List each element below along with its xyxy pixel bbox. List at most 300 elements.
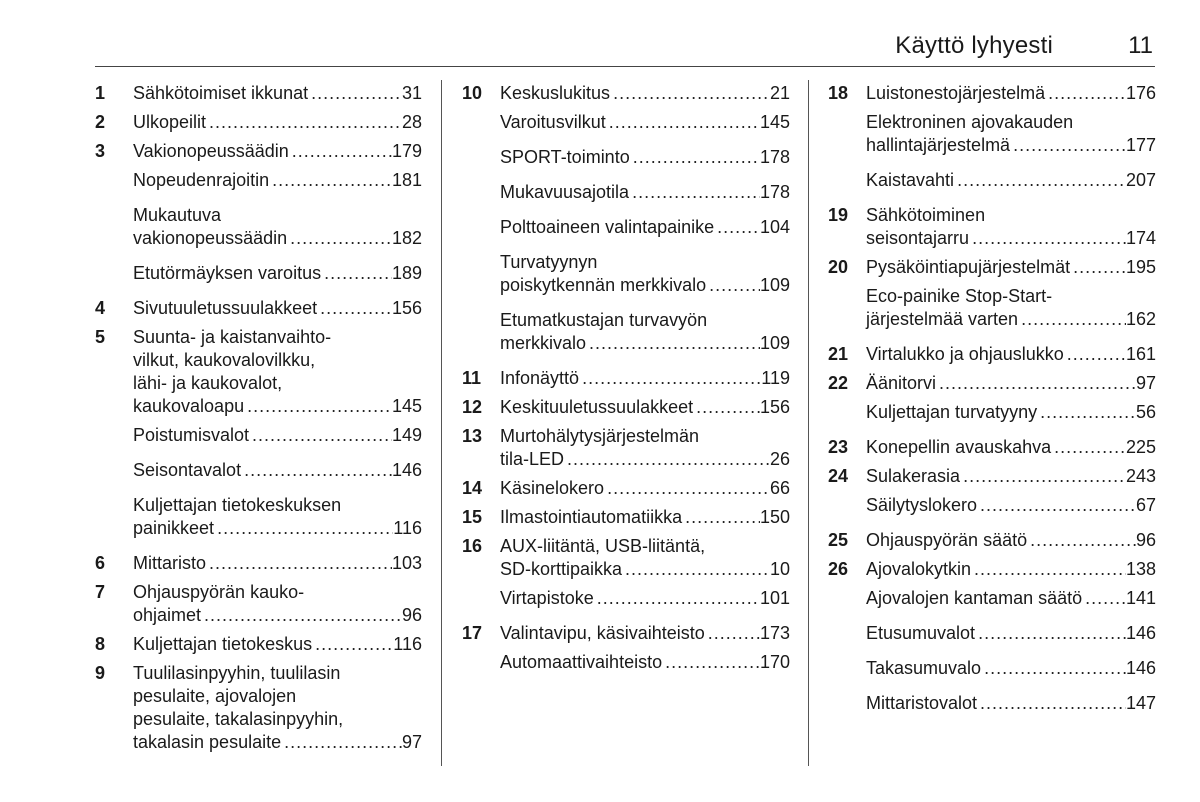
entry-page-ref: 146 (1125, 658, 1156, 678)
dot-leader (1045, 82, 1126, 105)
entry-body (500, 587, 790, 610)
entry-page-ref: 156 (391, 298, 422, 318)
index-entry (462, 535, 790, 581)
entry-last-line (866, 465, 1156, 488)
entry-number: 1 (95, 83, 106, 103)
entry-text-line: Mukautuva (133, 205, 222, 225)
entry-page-ref: 141 (1125, 588, 1156, 608)
entry-last-line (133, 111, 422, 134)
entry-label: vakionopeussäädin (133, 228, 288, 248)
entry-number: 7 (95, 582, 106, 602)
index-entry (462, 587, 790, 610)
dot-leader (960, 465, 1126, 488)
dot-leader (579, 367, 761, 390)
dot-leader (1010, 134, 1126, 157)
entry-label: järjestelmää varten (866, 309, 1019, 329)
entry-label: Ohjauspyörän säätö (866, 530, 1028, 550)
dot-leader (706, 274, 760, 297)
entry-body (866, 204, 1156, 250)
entry-body (500, 146, 790, 169)
dot-leader (954, 169, 1126, 192)
entry-body (133, 581, 422, 627)
entry-body (500, 396, 790, 419)
entry-last-line (500, 181, 790, 204)
entry-label: Virtalukko ja ohjauslukko (866, 344, 1064, 364)
entry-label: Ajovalokytkin (866, 559, 972, 579)
index-entry (828, 111, 1156, 157)
index-entry (828, 494, 1156, 517)
page-title: Käyttö lyhyesti (895, 32, 1053, 59)
entry-label: ohjaimet (133, 605, 202, 625)
index-entry (828, 401, 1156, 424)
entry-number: 21 (828, 344, 849, 364)
entry-page-ref: 149 (391, 425, 422, 445)
entry-label: Sulakerasia (866, 466, 961, 486)
index-entry (462, 396, 790, 419)
entry-number: 2 (95, 112, 106, 132)
entry-body (500, 181, 790, 204)
dot-leader (564, 448, 770, 471)
index-entry (95, 82, 422, 105)
entry-body (500, 535, 790, 581)
entry-last-line (133, 82, 422, 105)
entry-page-ref: 173 (759, 623, 790, 643)
entry-page-ref: 56 (1135, 402, 1156, 422)
entry-last-line (866, 134, 1156, 157)
entry-body (866, 529, 1156, 552)
entry-body (133, 262, 422, 285)
index-entry (462, 82, 790, 105)
entry-last-line (866, 494, 1156, 517)
entry-body (866, 372, 1156, 395)
entry-last-line (866, 692, 1156, 715)
entry-label: SPORT-toiminto (500, 147, 630, 167)
entry-body (500, 477, 790, 500)
dot-leader (714, 216, 760, 239)
entry-body (500, 309, 790, 355)
dot-leader (629, 181, 760, 204)
dot-leader (287, 227, 392, 250)
entry-body (866, 494, 1156, 517)
entry-page-ref: 161 (1125, 344, 1156, 364)
entry-text-line: Suunta- ja kaistanvaihto- (133, 327, 332, 347)
entry-label: Kuljettajan tietokeskus (133, 634, 313, 654)
dot-leader (321, 262, 392, 285)
dot-leader (214, 517, 393, 540)
entry-page-ref: 21 (769, 83, 790, 103)
entry-body (500, 425, 790, 471)
entry-number: 13 (462, 426, 483, 446)
entry-page-ref: 116 (393, 634, 422, 654)
entry-body (500, 251, 790, 297)
entry-label: Vakionopeussäädin (133, 141, 289, 161)
index-entry (462, 622, 790, 645)
entry-last-line (133, 552, 422, 575)
index-entry (95, 169, 422, 192)
dot-leader (977, 494, 1136, 517)
entry-body (866, 692, 1156, 715)
entry-body (133, 326, 422, 418)
entry-label: Äänitorvi (866, 373, 937, 393)
entry-last-line (133, 262, 422, 285)
page-number: 11 (1128, 32, 1153, 59)
dot-leader (1027, 529, 1136, 552)
dot-leader (249, 424, 392, 447)
entry-body (866, 256, 1156, 279)
index-entry (462, 651, 790, 674)
index-entry (828, 558, 1156, 581)
entry-label: painikkeet (133, 518, 215, 538)
entry-page-ref: 101 (759, 588, 790, 608)
dot-leader (1070, 256, 1126, 279)
entry-label: Säilytyslokero (866, 495, 978, 515)
entry-label: hallintajärjestelmä (866, 135, 1011, 155)
entry-label: Mittaristo (133, 553, 207, 573)
index-entry (462, 216, 790, 239)
entry-last-line (133, 297, 422, 320)
entry-page-ref: 104 (759, 217, 790, 237)
entry-body (500, 111, 790, 134)
index-entry (828, 82, 1156, 105)
entry-label: Valintavipu, käsivaihteisto (500, 623, 705, 643)
entry-last-line (866, 401, 1156, 424)
index-entry (828, 204, 1156, 250)
entry-body (866, 82, 1156, 105)
entry-body (866, 111, 1156, 157)
entry-last-line (133, 604, 422, 627)
index-entry (462, 506, 790, 529)
entry-page-ref: 178 (759, 182, 790, 202)
index-entry (828, 285, 1156, 331)
entry-label: kaukovaloapu (133, 396, 245, 416)
entry-page-ref: 225 (1125, 437, 1156, 457)
index-entry (95, 459, 422, 482)
entry-text-line: Etumatkustajan turvavyön (500, 310, 708, 330)
entry-page-ref: 10 (769, 559, 790, 579)
index-entry (828, 657, 1156, 680)
entry-page-ref: 67 (1135, 495, 1156, 515)
entry-text-line: Turvatyynyn (500, 252, 598, 272)
entry-page-ref: 181 (391, 170, 422, 190)
entry-label: merkkivalo (500, 333, 587, 353)
entry-body (133, 494, 422, 540)
entry-page-ref: 145 (391, 396, 422, 416)
entry-body (500, 216, 790, 239)
dot-leader (682, 506, 760, 529)
entry-page-ref: 207 (1125, 170, 1156, 190)
entry-last-line (133, 731, 422, 754)
index-entry (95, 552, 422, 575)
entry-page-ref: 97 (1135, 373, 1156, 393)
entry-last-line (866, 436, 1156, 459)
entry-last-line (500, 558, 790, 581)
entry-body (866, 558, 1156, 581)
entry-page-ref: 28 (401, 112, 422, 132)
dot-leader (1082, 587, 1126, 610)
entry-label: Varoitusvilkut (500, 112, 606, 132)
entry-number: 11 (462, 368, 482, 388)
entry-label: Mittaristovalot (866, 693, 978, 713)
index-entry (95, 326, 422, 418)
entry-last-line (866, 657, 1156, 680)
entry-page-ref: 146 (1125, 623, 1156, 643)
entry-last-line (866, 256, 1156, 279)
dot-leader (622, 558, 770, 581)
entry-page-ref: 109 (759, 333, 790, 353)
entry-body (500, 82, 790, 105)
entry-number: 26 (828, 559, 849, 579)
index-entry (462, 146, 790, 169)
entry-page-ref: 243 (1125, 466, 1156, 486)
entry-last-line (500, 216, 790, 239)
entry-last-line (500, 477, 790, 500)
index-entry (828, 465, 1156, 488)
entry-last-line (133, 227, 422, 250)
dot-leader (606, 111, 760, 134)
dot-leader (269, 169, 392, 192)
page-header (95, 30, 1155, 67)
entry-page-ref: 103 (391, 553, 422, 573)
entry-last-line (500, 111, 790, 134)
entry-body (133, 459, 422, 482)
entry-last-line (866, 372, 1156, 395)
index-entry (95, 111, 422, 134)
entry-last-line (133, 140, 422, 163)
dot-leader (705, 622, 760, 645)
entry-label: Luistonestojärjestelmä (866, 83, 1046, 103)
entry-label: poiskytkennän merkkivalo (500, 275, 707, 295)
entry-last-line (500, 332, 790, 355)
index-entry (95, 662, 422, 754)
index-entry (828, 169, 1156, 192)
index-entry (95, 424, 422, 447)
dot-leader (281, 731, 402, 754)
entry-text-line: pesulaite, ajovalojen (133, 686, 297, 706)
entry-number: 16 (462, 536, 483, 556)
dot-leader (201, 604, 402, 627)
entry-page-ref: 156 (759, 397, 790, 417)
entry-page-ref: 146 (391, 460, 422, 480)
entry-text-line: Kuljettajan tietokeskuksen (133, 495, 342, 515)
entry-page-ref: 96 (401, 605, 422, 625)
dot-leader (594, 587, 760, 610)
entry-number: 9 (95, 663, 106, 683)
index-entry (828, 436, 1156, 459)
column-divider (808, 80, 809, 766)
entry-number: 5 (95, 327, 106, 347)
entry-body (866, 587, 1156, 610)
entry-label: Virtapistoke (500, 588, 594, 608)
index-entry (828, 587, 1156, 610)
dot-leader (975, 622, 1126, 645)
entry-body (866, 622, 1156, 645)
dot-leader (662, 651, 760, 674)
dot-leader (971, 558, 1126, 581)
entry-label: Konepellin avauskahva (866, 437, 1052, 457)
entry-last-line (500, 396, 790, 419)
entry-label: takalasin pesulaite (133, 732, 282, 752)
entry-last-line (866, 622, 1156, 645)
entry-label: Seisontavalot (133, 460, 242, 480)
entry-last-line (133, 424, 422, 447)
entry-label: Sähkötoimiset ikkunat (133, 83, 309, 103)
entry-last-line (500, 448, 790, 471)
entry-number: 25 (828, 530, 849, 550)
dot-leader (206, 111, 402, 134)
entry-label: Nopeudenrajoitin (133, 170, 270, 190)
entry-label: seisontajarru (866, 228, 970, 248)
dot-leader (317, 297, 392, 320)
index-entry (828, 529, 1156, 552)
entry-body (866, 285, 1156, 331)
dot-leader (1064, 343, 1126, 366)
dot-leader (630, 146, 760, 169)
dot-leader (610, 82, 770, 105)
index-entry (462, 111, 790, 134)
entry-text-line: Ohjauspyörän kauko- (133, 582, 305, 602)
entry-label: Mukavuusajotila (500, 182, 630, 202)
entry-number: 22 (828, 373, 849, 393)
entry-label: Keskuslukitus (500, 83, 611, 103)
index-entry (95, 633, 422, 656)
entry-text-line: Elektroninen ajovakauden (866, 112, 1074, 132)
entry-last-line (500, 622, 790, 645)
entry-number: 4 (95, 298, 106, 318)
entry-body (133, 297, 422, 320)
entry-last-line (133, 517, 422, 540)
entry-page-ref: 145 (759, 112, 790, 132)
dot-leader (289, 140, 392, 163)
index-entry (462, 367, 790, 390)
column-divider (441, 80, 442, 766)
entry-page-ref: 31 (401, 83, 422, 103)
dot-leader (1018, 308, 1126, 331)
entry-number: 19 (828, 205, 849, 225)
dot-leader (977, 692, 1126, 715)
entry-page-ref: 109 (759, 275, 790, 295)
index-entry (828, 343, 1156, 366)
entry-body (133, 552, 422, 575)
entry-label: Poistumisvalot (133, 425, 250, 445)
entry-body (133, 204, 422, 250)
entry-number: 20 (828, 257, 849, 277)
dot-leader (206, 552, 392, 575)
entry-label: Etusumuvalot (866, 623, 976, 643)
entry-last-line (500, 651, 790, 674)
dot-leader (1051, 436, 1126, 459)
entry-number: 18 (828, 83, 849, 103)
entry-body (500, 651, 790, 674)
entry-number: 15 (462, 507, 483, 527)
index-entry (95, 494, 422, 540)
dot-leader (241, 459, 392, 482)
dot-leader (1037, 401, 1136, 424)
entry-text-line: AUX-liitäntä, USB-liitäntä, (500, 536, 706, 556)
entry-page-ref: 150 (759, 507, 790, 527)
entry-label: Pysäköintiapujärjestelmät (866, 257, 1071, 277)
entry-page-ref: 189 (391, 263, 422, 283)
entry-label: Infonäyttö (500, 368, 580, 388)
entry-last-line (133, 633, 422, 656)
entry-page-ref: 96 (1135, 530, 1156, 550)
entry-last-line (500, 367, 790, 390)
index-entry (95, 140, 422, 163)
entry-body (133, 82, 422, 105)
entry-page-ref: 178 (759, 147, 790, 167)
entry-page-ref: 26 (769, 449, 790, 469)
entry-text-line: vilkut, kaukovalovilkku, (133, 350, 316, 370)
entry-number: 10 (462, 83, 483, 103)
entry-number: 6 (95, 553, 106, 573)
entry-body (866, 401, 1156, 424)
entry-label: Etutörmäyksen varoitus (133, 263, 322, 283)
entry-body (133, 140, 422, 163)
entry-number: 3 (95, 141, 106, 161)
entry-body (133, 662, 422, 754)
entry-text-line: Murtohälytysjärjestelmän (500, 426, 700, 446)
entry-number: 8 (95, 634, 106, 654)
entry-body (500, 506, 790, 529)
entry-label: Sivutuuletussuulakkeet (133, 298, 318, 318)
entry-number: 12 (462, 397, 483, 417)
entry-text-line: Sähkötoiminen (866, 205, 986, 225)
entry-page-ref: 138 (1125, 559, 1156, 579)
entry-page-ref: 97 (401, 732, 422, 752)
entry-page-ref: 119 (761, 368, 790, 388)
entry-last-line (866, 587, 1156, 610)
index-entry (462, 477, 790, 500)
dot-leader (981, 657, 1126, 680)
entry-label: Käsinelokero (500, 478, 605, 498)
entry-last-line (866, 558, 1156, 581)
entry-page-ref: 182 (391, 228, 422, 248)
entry-number: 24 (828, 466, 849, 486)
index-entry (95, 581, 422, 627)
entry-label: Takasumuvalo (866, 658, 982, 678)
index-entry (828, 692, 1156, 715)
entry-body (866, 343, 1156, 366)
entry-label: Kuljettajan turvatyyny (866, 402, 1038, 422)
entry-page-ref: 147 (1125, 693, 1156, 713)
index-column-1 (95, 82, 422, 760)
dot-leader (969, 227, 1126, 250)
entry-page-ref: 179 (391, 141, 422, 161)
entry-number: 17 (462, 623, 483, 643)
entry-body (866, 657, 1156, 680)
entry-last-line (500, 146, 790, 169)
index-entry (828, 622, 1156, 645)
index-column-3 (828, 82, 1156, 727)
dot-leader (586, 332, 760, 355)
entry-label: Ulkopeilit (133, 112, 207, 132)
entry-last-line (866, 227, 1156, 250)
entry-body (500, 367, 790, 390)
entry-number: 14 (462, 478, 483, 498)
entry-body (866, 436, 1156, 459)
index-entry (95, 262, 422, 285)
entry-text-line: pesulaite, takalasinpyyhin, (133, 709, 344, 729)
entry-last-line (500, 82, 790, 105)
index-entry (95, 204, 422, 250)
index-entry (462, 309, 790, 355)
entry-page-ref: 116 (393, 518, 422, 538)
entry-label: Ajovalojen kantaman säätö (866, 588, 1083, 608)
entry-body (866, 465, 1156, 488)
entry-label: SD-korttipaikka (500, 559, 623, 579)
index-entry (828, 256, 1156, 279)
entry-last-line (133, 169, 422, 192)
index-entry (462, 181, 790, 204)
